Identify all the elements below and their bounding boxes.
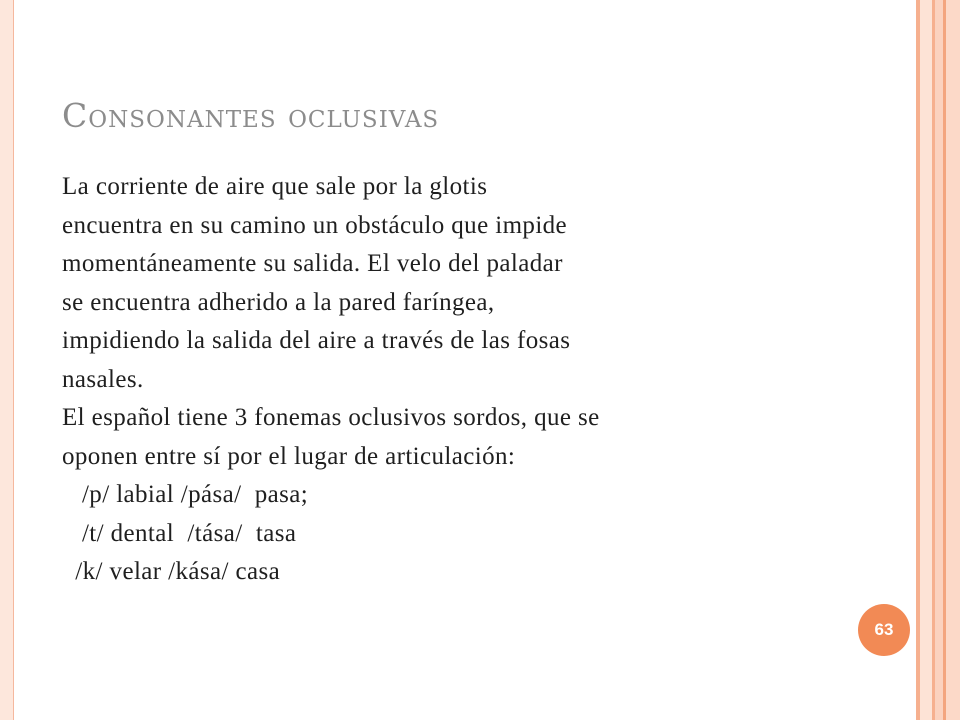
slide-body bbox=[62, 168, 822, 592]
left-border-decoration bbox=[0, 0, 14, 720]
example-line-p: /p/ labial /pása/ pasa; bbox=[62, 481, 309, 508]
slide-title: Consonantes oclusivas bbox=[62, 96, 440, 135]
body-line: momentáneamente su salida. El velo del paladar bbox=[62, 250, 563, 277]
body-line: nasales. bbox=[62, 365, 144, 393]
page-number-badge: 63 bbox=[858, 604, 910, 656]
right-stripe-decoration bbox=[946, 0, 960, 720]
body-line: impidiendo la salida del aire a través de las fosas bbox=[62, 327, 571, 354]
body-line: encuentra en su camino un obstáculo que impide bbox=[62, 211, 568, 239]
body-line: La corriente de aire que sale por la glotis bbox=[62, 173, 488, 200]
example-line-t: /t/ dental /tása/ tasa bbox=[62, 519, 297, 547]
right-stripe-decoration bbox=[935, 0, 943, 720]
body-line: se encuentra adherido a la pared faríngea, bbox=[62, 288, 495, 316]
body-line: oponen entre sí por el lugar de articulación: bbox=[62, 442, 516, 470]
example-line-k: /k/ velar /kása/ casa bbox=[62, 558, 281, 585]
right-stripe-decoration bbox=[920, 0, 932, 720]
body-line: El español tiene 3 fonemas oclusivos sordos, que se bbox=[62, 404, 600, 431]
